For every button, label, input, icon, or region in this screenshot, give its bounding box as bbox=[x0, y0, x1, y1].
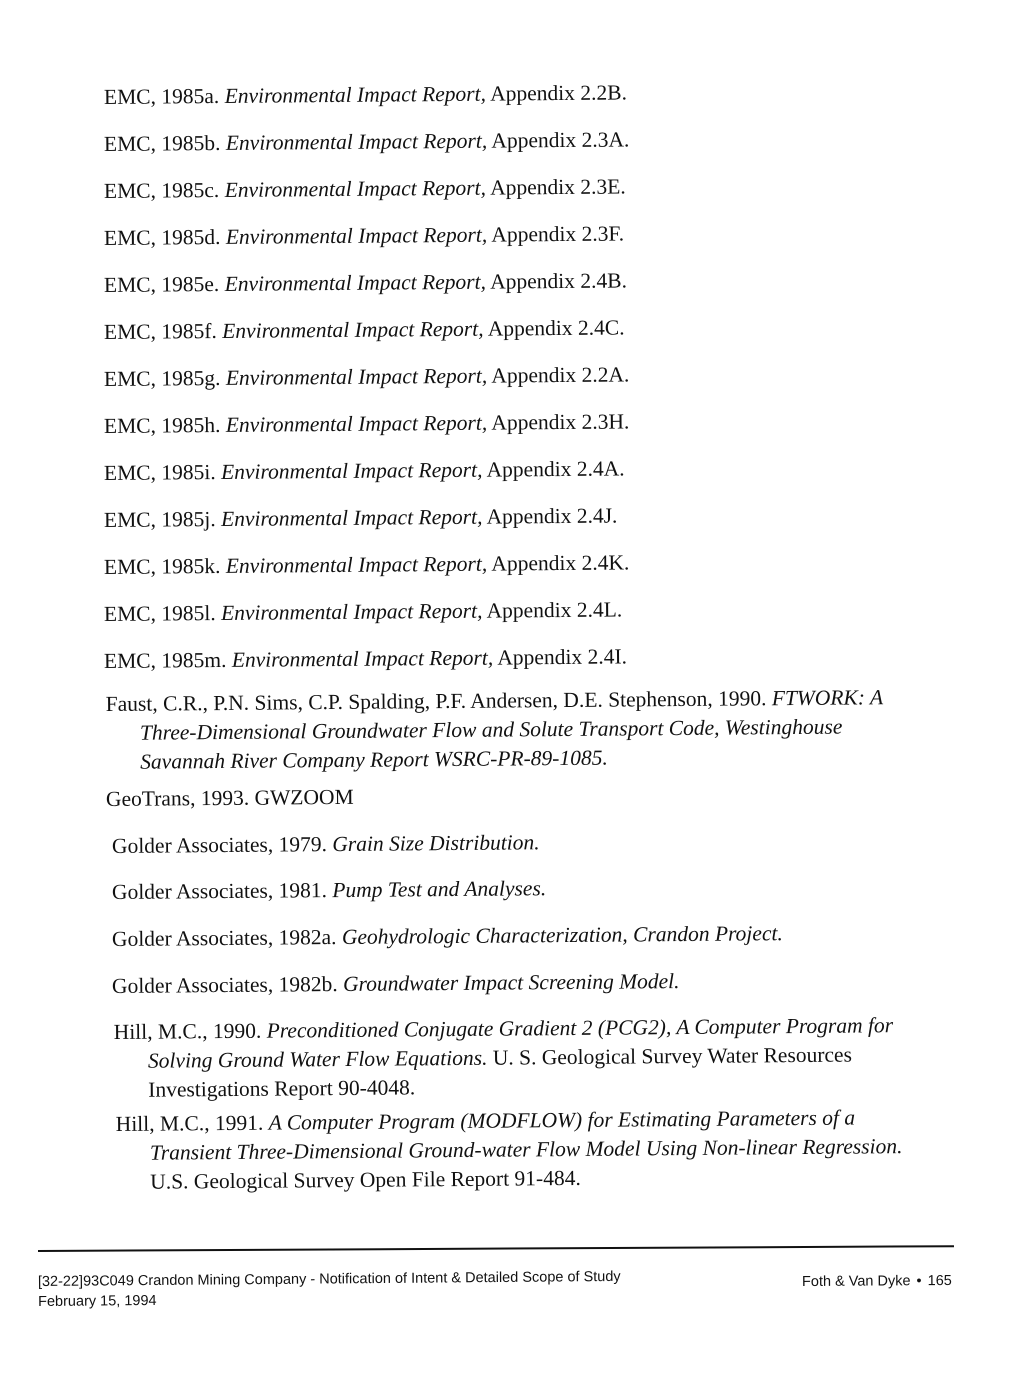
reference-detail: Appendix 2.2B. bbox=[490, 80, 628, 106]
reference-author: EMC, 1985g. bbox=[103, 365, 221, 391]
reference-author: EMC, 1985a. bbox=[103, 83, 220, 109]
reference-entry bbox=[104, 217, 924, 253]
reference-title: Environmental Impact Report, bbox=[220, 457, 483, 484]
reference-entry bbox=[104, 405, 924, 441]
reference-entry bbox=[104, 123, 924, 159]
reference-entry-faust bbox=[106, 683, 927, 777]
reference-author: Faust, C.R., P.N. Sims, C.P. Spalding, P.F. Andersen, D.E. Stephenson, 1990. bbox=[105, 686, 767, 717]
reference-author: EMC, 1985j. bbox=[103, 507, 216, 532]
reference-entry bbox=[104, 593, 924, 629]
reference-title: Environmental Impact Report, bbox=[224, 81, 487, 108]
reference-detail: U.S. Geological Survey Open File Report 91-484. bbox=[150, 1165, 581, 1194]
reference-detail: Appendix 2.4B. bbox=[490, 268, 628, 294]
reference-entry-hill-1990 bbox=[114, 1011, 935, 1105]
reference-author: EMC, 1985d. bbox=[103, 224, 221, 250]
reference-author: EMC, 1985h. bbox=[103, 412, 221, 438]
reference-detail: Appendix 2.3E. bbox=[490, 174, 626, 200]
reference-entry bbox=[104, 499, 924, 535]
footer-document-title: [32-22]93C049 Crandon Mining Company - Notification of Intent & Detailed Scope of Study bbox=[37, 1268, 621, 1291]
reference-entry-golder bbox=[112, 871, 932, 907]
reference-entry-geotrans bbox=[106, 778, 926, 814]
reference-author: Hill, M.C., 1991. bbox=[115, 1110, 264, 1137]
reference-title: Geohydrologic Characterization, Crandon Project. bbox=[341, 921, 783, 949]
reference-title-continued: Transient Three-Dimensional Ground-water Flow Model Using Non-linear Regression. bbox=[149, 1134, 903, 1165]
reference-title: Environmental Impact Report, bbox=[220, 504, 483, 531]
reference-title: Pump Test and Analyses. bbox=[332, 876, 547, 903]
reference-author: EMC, 1985c. bbox=[103, 177, 220, 203]
reference-author: Hill, M.C., 1990. bbox=[113, 1018, 262, 1045]
footer-bullet: • bbox=[916, 1273, 922, 1290]
reference-author: GeoTrans, 1993. bbox=[105, 785, 250, 811]
reference-detail: Appendix 2.4L. bbox=[486, 597, 623, 623]
reference-title: Environmental Impact Report, bbox=[222, 316, 484, 343]
reference-detail: Appendix 2.4A. bbox=[486, 456, 625, 482]
reference-detail: Appendix 2.4C. bbox=[487, 315, 625, 341]
reference-entry bbox=[104, 311, 924, 347]
reference-entry bbox=[104, 264, 924, 300]
reference-entry-hill-1991 bbox=[116, 1103, 937, 1197]
reference-entry-golder bbox=[112, 825, 932, 861]
reference-title: Preconditioned Conjugate Gradient 2 (PCG2), A Computer Program for bbox=[266, 1013, 894, 1043]
footer-document-info bbox=[38, 1267, 621, 1312]
reference-title: Environmental Impact Report, bbox=[225, 410, 488, 437]
reference-entry-golder bbox=[112, 918, 932, 954]
reference-entry bbox=[104, 358, 924, 394]
reference-detail: Appendix 2.3A. bbox=[491, 127, 630, 153]
reference-title-continued: Savannah River Company Report WSRC-PR-89-1085. bbox=[140, 745, 608, 774]
footer-firm: Foth & Van Dyke bbox=[801, 1273, 911, 1290]
reference-author: EMC, 1985k. bbox=[103, 553, 221, 579]
reference-detail: U. S. Geological Survey Water Resources bbox=[492, 1042, 852, 1070]
reference-entry bbox=[104, 546, 924, 582]
reference-title: Environmental Impact Report, bbox=[220, 598, 483, 625]
footer-date: February 15, 1994 bbox=[38, 1292, 157, 1310]
reference-entry bbox=[104, 170, 924, 206]
reference-title-continued: Three-Dimensional Groundwater Flow and Solute Transport Code, Westinghouse bbox=[139, 714, 843, 745]
reference-author: EMC, 1985f. bbox=[103, 319, 217, 344]
reference-detail: Appendix 2.3H. bbox=[491, 409, 630, 435]
reference-title: Environmental Impact Report, bbox=[224, 269, 487, 296]
reference-title: Groundwater Impact Screening Model. bbox=[342, 969, 680, 996]
reference-title: Grain Size Distribution. bbox=[332, 830, 540, 857]
reference-entry bbox=[104, 452, 924, 488]
reference-detail: Appendix 2.4I. bbox=[497, 644, 628, 670]
reference-author: EMC, 1985m. bbox=[103, 647, 227, 673]
reference-author: Golder Associates, 1981. bbox=[111, 878, 328, 904]
reference-detail: Appendix 2.4J. bbox=[486, 503, 618, 529]
footer-page-info bbox=[802, 1271, 952, 1292]
reference-title: Environmental Impact Report, bbox=[225, 222, 488, 249]
reference-author: Golder Associates, 1982a. bbox=[111, 925, 337, 951]
reference-author: Golder Associates, 1979. bbox=[111, 832, 328, 858]
reference-entry bbox=[104, 76, 924, 112]
reference-detail: GWZOOM bbox=[254, 784, 354, 810]
footer-divider bbox=[38, 1245, 954, 1252]
reference-title: Environmental Impact Report, bbox=[224, 175, 487, 202]
reference-detail: Appendix 2.3F. bbox=[491, 221, 625, 247]
reference-title: A Computer Program (MODFLOW) for Estimating Parameters of a bbox=[268, 1105, 856, 1135]
reference-title: Environmental Impact Report, bbox=[225, 551, 488, 578]
reference-title: FTWORK: A bbox=[771, 685, 884, 711]
reference-author: EMC, 1985b. bbox=[103, 130, 221, 156]
reference-title-continued: Solving Ground Water Flow Equations. bbox=[147, 1045, 488, 1073]
reference-detail: Appendix 2.4K. bbox=[491, 550, 630, 576]
reference-title: Environmental Impact Report, bbox=[231, 645, 494, 672]
reference-detail: Investigations Report 90-4048. bbox=[148, 1075, 416, 1102]
reference-author: Golder Associates, 1982b. bbox=[111, 972, 338, 998]
reference-title: Environmental Impact Report, bbox=[225, 363, 488, 390]
reference-author: EMC, 1985e. bbox=[103, 271, 220, 297]
reference-author: EMC, 1985l. bbox=[103, 601, 216, 626]
reference-entry-golder bbox=[112, 965, 932, 1001]
reference-detail: Appendix 2.2A. bbox=[491, 362, 630, 388]
reference-title: Environmental Impact Report, bbox=[225, 128, 488, 155]
page-number: 165 bbox=[927, 1272, 952, 1290]
reference-author: EMC, 1985i. bbox=[103, 460, 216, 485]
reference-entry bbox=[104, 640, 924, 676]
